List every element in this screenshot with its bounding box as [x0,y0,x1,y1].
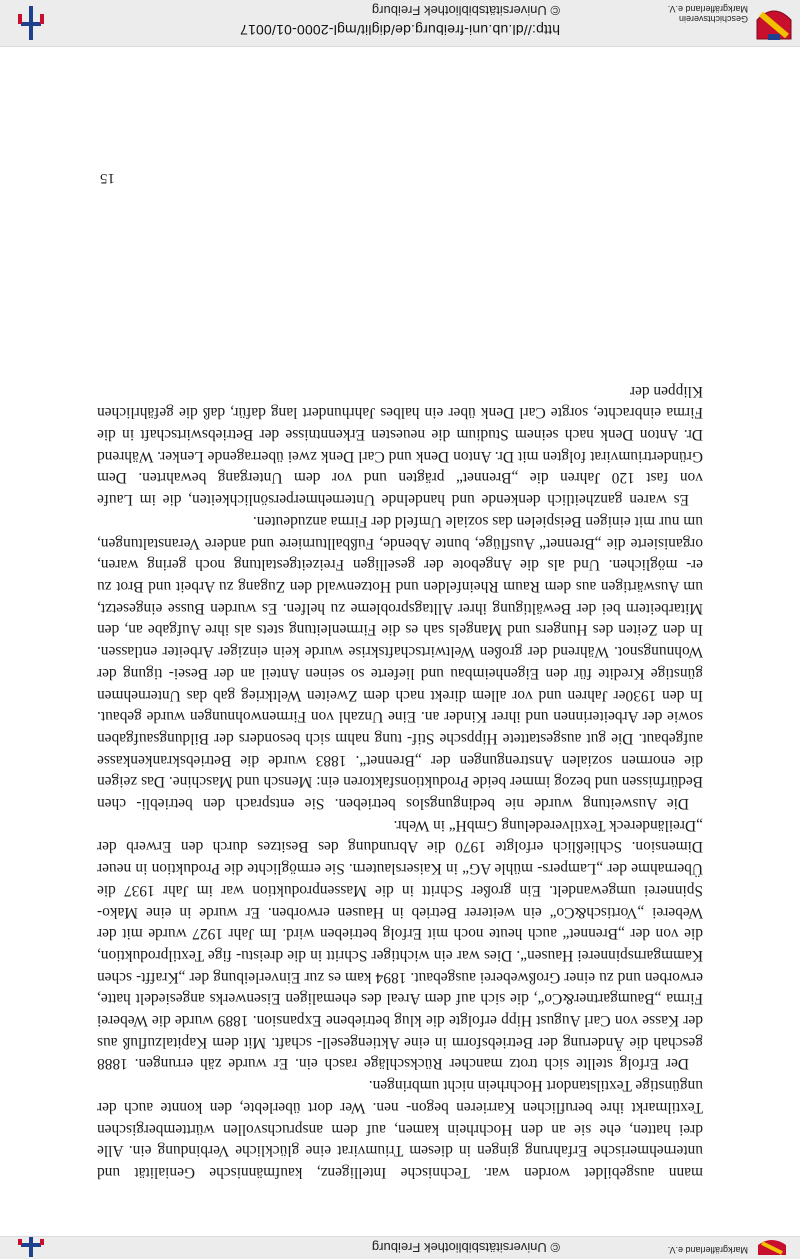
page-body-text [97,380,703,1183]
text-line: Der Erfolg stellte sich trotz mancher Rückschläge rasch ein. Er wurde zäh [193,1055,689,1073]
text-line: tigung der Wohnungsnot. Während der großen Weltwirtschaftskrise wurde kein [97,643,703,682]
text-line: Schließlich erfolgte 1970 die Abrundung des Besitzes durch den Erwerb der [97,838,623,856]
text-line: Firma anzudeuten. [252,512,368,530]
text-line: Schritt in die Massenproduktion war im Jahr 1937 die Übernahme der „Lampers- [97,860,703,899]
viewer-header-bar [0,1236,800,1259]
paragraph-3 [97,510,703,814]
text-line: schaft. Mit dem Kapitalzufluß aus der Kasse von Carl August Hipp erfolgte die [97,1012,703,1051]
text-line: chen Bedürfnissen und bezog immer beide Produktionsfaktoren ein: Mensch und [97,773,703,813]
text-line: anspruchsvollen württembergischen Textilmarkt ihre beruflichen Karrieren begon- [96,1098,703,1138]
text-line: Jahren und vor allem direkt nach dem Zweiten Weltkrieg gab das Unternehmen [97,686,608,704]
text-line: nen. Wer dort überlebte, den konnte auch der ungünstige Textilstandort Hochrhein [97,1077,703,1116]
text-line: und zu einer Großweberei ausgebaut. 1894 kam es zur Einverleibung der „Krafft- [136,968,641,986]
text-line: wurde die Betriebskrankenkasse aufgebaut. Die gut ausgestattete Hippsche Stif- [96,729,703,769]
text-line: wird. Im Jahr 1927 wurde mit der Weberei „Vortisch&Co“ ein weiterer Betrieb in [97,903,703,943]
page-url-link[interactable]: http://dl.ub.uni-freiburg.de/diglit/mgl-2000-01/0017 [239,22,560,38]
text-line: Verbindung ein. Alle drei hatten, ehe sie an den Hochrhein kamen, auf dem [97,1120,703,1160]
text-line: die sich auf dem Areal des ehemaligen Eisenwerks angesiedelt hatte, erworben [97,968,703,1008]
text-line: günstige Kredite für den Eigenheimbau und lieferte so seinen Anteil an der Besei- [168,664,703,682]
text-line: schen Kammgarnspinnerei Hausen“. Dies war ein wichtiger Schritt in die dreistu- [97,946,703,986]
text-line: ihrer Kinder an. Eine Unzahl von Firmenwohnungen wurde gebaut. In den 1930er [97,686,703,726]
text-line: fige Textilproduktion, die von der „Brennet“ auch heute noch mit Erfolg betrieben [97,925,703,964]
text-line: klug betriebene Expansion. 1889 wurde die Weberei Firma „Baumgartner&Co“, [96,990,703,1030]
text-line: dem Raum Rheinfelden und Hotzenwald den Zugang zu Arbeit und Brot zu er- [97,556,703,596]
text-line: einziger Arbeiter entlassen. In den Zeiten des Hungers und Mangels sah es die [97,621,703,661]
library-credit-top: © Universitätsbibliothek Freiburg [371,1240,560,1255]
library-credit: © Universitätsbibliothek Freiburg [371,3,560,18]
text-line: andere Veranstaltungen, um nur mit einigen Beispielen das soziale Umfeld der [96,512,703,552]
text-line: tung nahm sich besonders der Bildungsaufgaben sowie der Arbeiterinnen und [97,708,703,747]
viewer-footer-bar [0,0,800,47]
text-line: Die Ausweitung wurde nie bedingungslos betrieben. Sie entsprach den betriebli- [136,795,689,813]
text-line: und unternehmerische Erfahrung gingen in diesem Triumvirat eine glückliche [97,1142,703,1181]
text-line: möglichen. Und als die Angebote der geselligen Freizeitgestaltung noch gering [138,556,678,574]
text-line: die im Laufe von fast 120 Jahren die „Brennet“ prägten und vor dem Untergang [97,469,703,509]
library-logo-icon [18,1237,44,1257]
text-line: Es waren ganzheitlich denkende und handelnde Unternehmerpersönlichkeiten, [181,491,689,509]
text-line: Denk über ein halbes Jahrhundert lang dafür, daß die gefährlichen Klippen der [97,382,703,422]
society-name: Geschichtsverein Markgräflerland e.V. [667,4,748,24]
text-line: nicht umbringen. [368,1077,474,1095]
page-number: 15 [100,170,115,186]
text-line: waren, organisierte die „Brennet“ Ausflüge, bunte Abende, Fußballturniere und [97,534,703,574]
text-line: Hausen erworben. Er wurde in eine Mako-Spinnerei umgewandelt. Ein großer [97,881,703,921]
text-line: mühle AG“ in Kaiserslautern. Sie ermöglichte die Produktion in neuer Dimension. [97,838,703,878]
text-line: Firmenleitung stets als ihre Aufgabe an, den Mitarbeitern bei der Bewältigung [97,599,703,639]
text-line: errungen. 1888 geschah die Änderung der Betriebsform in eine Aktiengesell- [97,1033,703,1073]
text-line: ihrer Alltagsprobleme zu helfen. Es wurden Busse eingesetzt, um Auswärtigen aus [97,578,703,617]
society-name-top: Markgräflerland e.V. [667,1245,748,1255]
text-line: bewahrten. Dem Gründertriumvirat folgten mit Dr. Anton Denk und Carl Denk [96,447,703,487]
text-line: Maschine. Das zeigen die enormen sozialen Anstrengungen der „Brennet“. 1883 [97,751,703,791]
text-line: mann ausgebildet worden war. Technische Intelligenz, kaufmännische Genialität [120,1164,703,1181]
paragraph-2 [97,814,703,1074]
society-crest-icon [754,4,794,42]
text-line: neuesten Erkenntnisse der Betriebswirtschaft in die Firma einbrachte, sorgte Carl [97,404,703,444]
library-logo-icon [18,6,44,40]
text-line: „Dreiländereck Textilveredelung GmbH“ in Wehr. [393,816,703,834]
paragraph-4 [97,380,703,510]
text-line: zwei überragende Lenker. Während Dr. Anton Denk nach seinem Studium die [97,426,703,465]
society-crest-icon [756,1237,788,1257]
paragraph-1 [97,1074,703,1183]
